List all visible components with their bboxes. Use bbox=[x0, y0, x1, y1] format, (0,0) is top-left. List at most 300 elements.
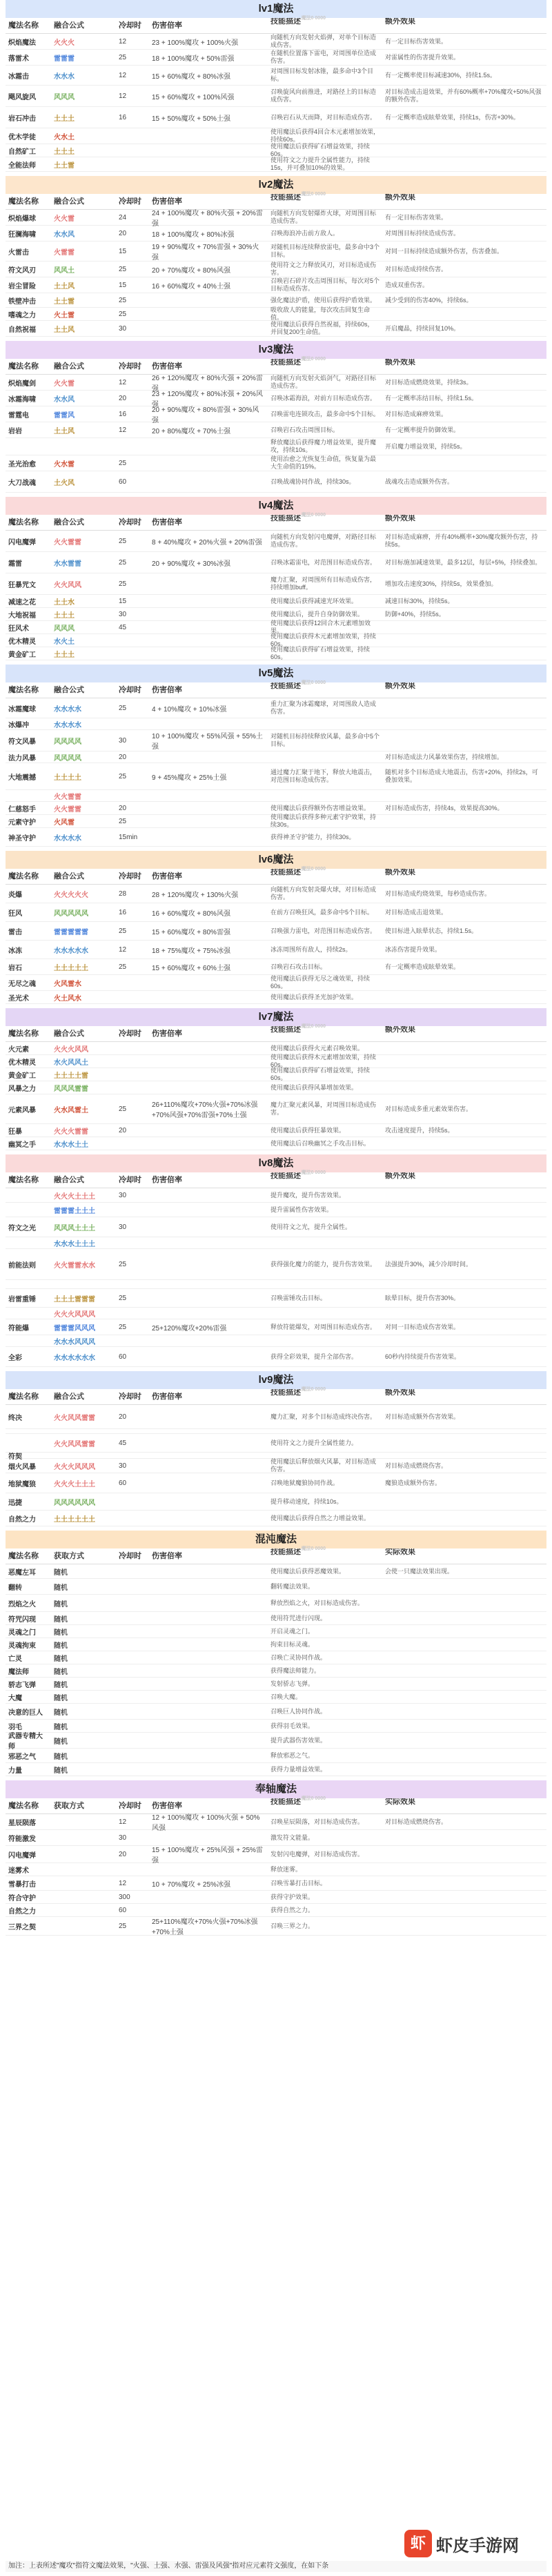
cell-formula: 火水土 bbox=[54, 133, 75, 141]
table-row bbox=[6, 991, 546, 1004]
column-header: 魔法名称 bbox=[8, 872, 39, 881]
section-title: lv8魔法 bbox=[258, 1157, 294, 1169]
cell-name: 终决 bbox=[8, 1414, 22, 1422]
table-row bbox=[6, 1068, 546, 1081]
cell-desc: 提升魔攻，提升伤害效果。 bbox=[270, 1191, 346, 1199]
cell-name: 大魔 bbox=[8, 1694, 22, 1702]
table-row bbox=[6, 455, 546, 471]
cell-name: 元素风暴 bbox=[8, 1106, 36, 1114]
cell-extra: 对目标造成击退效果，并有60%概率+70%魔攻+50%风强的额外伤害。 bbox=[385, 88, 542, 103]
table-row bbox=[6, 107, 546, 128]
cell-name: 翻转 bbox=[8, 1584, 22, 1592]
cell-dmg: 10 + 100%魔攻 + 55%风强 + 55%土强 bbox=[152, 733, 263, 751]
table-row bbox=[6, 1434, 546, 1453]
cell-name: 神圣守护 bbox=[8, 834, 36, 843]
cell-name: 岩雷重锤 bbox=[8, 1295, 36, 1304]
cell-formula: 风风土 bbox=[54, 266, 75, 275]
cell-formula: 随机 bbox=[54, 1569, 68, 1577]
table-header-row bbox=[6, 1548, 546, 1564]
section-title: lv4魔法 bbox=[258, 500, 294, 511]
cell-name: 炎爆 bbox=[8, 891, 22, 899]
cell-cd: 25 bbox=[119, 817, 127, 825]
cell-desc: 获得羽毛效果。 bbox=[270, 1722, 315, 1729]
cell-desc: 召唤地狱魔狼协同作战。 bbox=[270, 1479, 339, 1486]
table-row bbox=[6, 1473, 546, 1493]
cell-extra: 对目标造成击退效果。 bbox=[385, 908, 448, 916]
cell-extra: 减速目标30%，持续5s。 bbox=[385, 597, 454, 604]
table-header-row bbox=[6, 1798, 546, 1814]
cell-extra: 对同一目标持续造成额外伤害，伤害叠加。 bbox=[385, 247, 504, 255]
cell-name: 狂澜海啸 bbox=[8, 230, 36, 239]
cell-formula: 火火雷 bbox=[54, 215, 75, 223]
cell-name: 火元素 bbox=[8, 1045, 29, 1054]
column-header: 伤害倍率 bbox=[152, 1802, 182, 1810]
column-header: 冷却时 bbox=[119, 686, 141, 694]
cell-extra: 有一定概率冻结目标，持续1.5s。 bbox=[385, 394, 478, 402]
cell-dmg: 24 + 100%魔攻 + 80%火强 + 20%雷强 bbox=[152, 210, 263, 228]
cell-name: 前能法则 bbox=[8, 1261, 36, 1270]
column-header: 额外效果 bbox=[385, 1389, 415, 1397]
cell-formula: 水水风 bbox=[54, 230, 75, 239]
table-header-row bbox=[6, 194, 546, 210]
cell-cd: 16 bbox=[119, 908, 127, 916]
cell-formula: 水水雷雷 bbox=[54, 560, 81, 568]
cell-desc: 使用符文之力提升全属性能力，持续15s，并可叠加10%的效果。 bbox=[270, 157, 371, 171]
cell-desc: 使用魔法后获得4回合木元素增加效果，持续60s。 bbox=[270, 128, 380, 143]
cell-cd: 16 bbox=[119, 113, 127, 121]
cell-name: 大刀战魂 bbox=[8, 479, 36, 487]
cell-cd: 12 bbox=[119, 1879, 127, 1887]
cell-formula: 随机 bbox=[54, 1767, 68, 1775]
cell-cd: 30 bbox=[119, 324, 127, 333]
cell-formula: 土土土土雷 bbox=[54, 1072, 88, 1080]
cell-formula: 火火风风雷雷 bbox=[54, 1440, 95, 1448]
column-header: 伤害倍率 bbox=[152, 1552, 182, 1560]
column-header: 技能描述 bbox=[270, 359, 301, 366]
cell-desc: 向随机方向发射爆炸火球，对周围目标造成伤害。 bbox=[270, 210, 377, 224]
cell-extra: 魔狼造成额外伤害。 bbox=[385, 1479, 442, 1486]
column-header: 融合公式 bbox=[54, 872, 84, 881]
cell-cd: 15min bbox=[119, 833, 138, 841]
cell-cd: 25 bbox=[119, 1323, 127, 1331]
cell-desc: 召唤星辰陨落，对目标造成伤害。 bbox=[270, 1818, 364, 1825]
cell-desc: 对随机目标持续释放风暴，最多命中5个目标。 bbox=[270, 733, 380, 747]
cell-desc: 释放迷雾。 bbox=[270, 1865, 302, 1873]
cell-name: 魔法师 bbox=[8, 1668, 29, 1676]
cell-formula: 随机 bbox=[54, 1655, 68, 1663]
table-row bbox=[6, 1347, 546, 1367]
table-row bbox=[6, 815, 546, 828]
section-header bbox=[6, 665, 546, 685]
table-row bbox=[6, 1917, 546, 1936]
watermark-text: 魔法0 0000 bbox=[301, 1796, 326, 1801]
cell-desc: 使用魔法后获得无尽之魂效果，持续60s。 bbox=[270, 975, 371, 990]
cell-extra: 会使一只魔法效果出现。 bbox=[385, 1567, 454, 1575]
section-header bbox=[6, 497, 546, 518]
cell-name: 岩石冲击 bbox=[8, 115, 36, 123]
cell-dmg: 20 + 70%魔攻 + 80%风强 bbox=[152, 266, 230, 275]
table-row bbox=[6, 375, 546, 391]
column-header: 技能描述 bbox=[270, 515, 301, 522]
cell-name: 火雷击 bbox=[8, 248, 29, 257]
cell-name: 符文风暴 bbox=[8, 738, 36, 746]
column-header: 伤害倍率 bbox=[152, 518, 182, 527]
footnote: 加注：上表所述"魔攻"指符文魔法效果，"火强、土强、水强、雷强及风强"指对应元素符文强度，在如下条 bbox=[6, 2561, 546, 2572]
cell-extra: 对目标造成法力风暴效果伤害，持续增加。 bbox=[385, 753, 504, 760]
cell-cd: 25 bbox=[119, 53, 127, 61]
table-row bbox=[6, 1733, 546, 1749]
cell-name: 力量 bbox=[8, 1767, 22, 1775]
cell-desc: 使用魔法后获得12回合木元素增加效果。 bbox=[270, 620, 371, 634]
cell-cd: 20 bbox=[119, 229, 127, 237]
table-row bbox=[6, 1863, 546, 1876]
table-row bbox=[6, 1335, 546, 1347]
cell-name: 优木精灵 bbox=[8, 638, 36, 646]
cell-cd: 30 bbox=[119, 1462, 127, 1470]
cell-name: 符文风刃 bbox=[8, 266, 36, 275]
cell-name: 雪暴打击 bbox=[8, 1880, 36, 1889]
cell-formula: 火火火土土土 bbox=[54, 1480, 95, 1488]
cell-extra: 对目标造成额外伤害效果。 bbox=[385, 1413, 460, 1420]
cell-formula: 土土土土土 bbox=[54, 964, 88, 972]
cell-formula: 火火火雷雷 bbox=[54, 1128, 88, 1136]
cell-formula: 水水水水 bbox=[54, 721, 81, 729]
cell-formula: 水水水土土 bbox=[54, 1141, 88, 1149]
cell-name: 大地祝福 bbox=[8, 611, 36, 620]
cell-extra: 攻击速度提升，持续5s。 bbox=[385, 1126, 454, 1134]
section-header bbox=[6, 1371, 546, 1392]
cell-formula: 土土风 bbox=[54, 427, 75, 435]
cell-name: 飓风旋风 bbox=[8, 93, 36, 101]
watermark-text: 魔法0 0000 bbox=[301, 680, 326, 685]
cell-cd: 25 bbox=[119, 558, 127, 567]
column-header: 技能描述 bbox=[270, 869, 301, 876]
watermark-text: 魔法0 0000 bbox=[301, 16, 326, 21]
cell-formula: 火火风风 bbox=[54, 581, 81, 589]
cell-name: 恶魔左耳 bbox=[8, 1569, 36, 1577]
cell-cd: 30 bbox=[119, 1223, 127, 1231]
table-row bbox=[6, 1094, 546, 1124]
watermark-text: 魔法0 0000 bbox=[301, 357, 326, 362]
cell-desc: 翻转魔法效果。 bbox=[270, 1582, 315, 1590]
cell-name: 符契 bbox=[8, 1453, 22, 1461]
column-header: 额外效果 bbox=[385, 1026, 415, 1034]
cell-formula: 随机 bbox=[54, 1723, 68, 1731]
cell-desc: 召唤海浪冲击前方敌人。 bbox=[270, 229, 339, 237]
cell-name: 自然祝福 bbox=[8, 326, 36, 334]
cell-formula: 雷雷雷风风风 bbox=[54, 1324, 95, 1333]
column-header: 冷却时 bbox=[119, 872, 141, 881]
cell-cd: 30 bbox=[119, 610, 127, 618]
table-header-row bbox=[6, 1389, 546, 1405]
cell-dmg: 4 + 10%魔攻 + 10%冰强 bbox=[152, 705, 227, 714]
table-row bbox=[6, 34, 546, 50]
site-brand[interactable] bbox=[404, 2528, 542, 2559]
cell-dmg: 15 + 60%魔攻 + 80%雷强 bbox=[152, 928, 230, 936]
column-header: 魔法名称 bbox=[8, 1030, 39, 1038]
cell-extra: 对目标造成麻痹效果。 bbox=[385, 410, 448, 417]
table-row bbox=[6, 1664, 546, 1678]
table-row bbox=[6, 763, 546, 790]
table-header-row bbox=[6, 1026, 546, 1042]
table-row bbox=[6, 718, 546, 730]
cell-cd: 12 bbox=[119, 71, 127, 79]
cell-formula: 火土雷 bbox=[54, 311, 75, 319]
column-header: 冷却时 bbox=[119, 362, 141, 371]
column-header: 伤害倍率 bbox=[152, 197, 182, 206]
cell-name: 雷霆电 bbox=[8, 411, 29, 420]
cell-formula: 水水水水 bbox=[54, 834, 81, 843]
cell-desc: 释放魔法后获得魔力增益效果，提升魔攻，持续10s。 bbox=[270, 439, 377, 453]
cell-cd: 20 bbox=[119, 1126, 127, 1134]
cell-name: 黄金矿工 bbox=[8, 651, 36, 659]
table-row bbox=[6, 308, 546, 321]
column-header: 技能描述 bbox=[270, 194, 301, 201]
cell-formula: 水水水水水水 bbox=[54, 1354, 95, 1362]
cell-dmg: 15 + 60%魔攻 + 100%风强 bbox=[152, 93, 235, 101]
cell-formula: 土土土 bbox=[54, 611, 75, 620]
table-row bbox=[6, 1904, 546, 1917]
cell-extra: 战魂攻击造成额外伤害。 bbox=[385, 478, 454, 485]
table-row bbox=[6, 1763, 546, 1776]
cell-dmg: 8 + 40%魔攻 + 20%火强 + 20%雷强 bbox=[152, 538, 262, 547]
cell-name: 冰霜魔球 bbox=[8, 705, 36, 714]
cell-name: 嗜魂之力 bbox=[8, 311, 36, 319]
table-row bbox=[6, 1493, 546, 1511]
cell-desc: 召唤亡灵协同作战。 bbox=[270, 1653, 327, 1661]
cell-name: 落雷术 bbox=[8, 55, 29, 63]
cell-desc: 对随机目标连续释放雷电，最多命中3个目标。 bbox=[270, 244, 380, 258]
cell-formula: 随机 bbox=[54, 1681, 68, 1689]
cell-desc: 发射骄志飞弹。 bbox=[270, 1680, 315, 1687]
cell-name: 冰爆冲 bbox=[8, 721, 29, 729]
table-row bbox=[6, 210, 546, 226]
magic-section bbox=[6, 1008, 546, 1150]
cell-formula: 火火火风风风 bbox=[54, 1463, 95, 1471]
cell-desc: 向随机方向发射火焰弹，对单个目标造成伤害。 bbox=[270, 34, 377, 48]
column-header: 魔法名称 bbox=[8, 518, 39, 527]
cell-dmg: 10 + 70%魔攻 + 25%冰强 bbox=[152, 1880, 230, 1889]
cell-extra: 开启魔晶，持续回复10%。 bbox=[385, 324, 460, 332]
table-row bbox=[6, 1280, 546, 1289]
table-row bbox=[6, 922, 546, 941]
table-row bbox=[6, 1308, 546, 1319]
watermark-text: 魔法0 0000 bbox=[301, 513, 326, 518]
cell-extra: 有一定概率造成眩晕效果。 bbox=[385, 963, 460, 970]
cell-name: 大地震撼 bbox=[8, 774, 36, 782]
table-row bbox=[6, 941, 546, 959]
cell-cd: 45 bbox=[119, 1439, 127, 1447]
cell-name: 铁壁冲击 bbox=[8, 297, 36, 306]
section-header bbox=[6, 176, 546, 197]
cell-name: 星辰陨落 bbox=[8, 1819, 36, 1827]
cell-name: 骄志飞弹 bbox=[8, 1681, 36, 1689]
cell-dmg: 25+120%魔攻+20%雷强 bbox=[152, 1324, 227, 1333]
table-row bbox=[6, 438, 546, 455]
column-header: 冷却时 bbox=[119, 1030, 141, 1038]
table-row bbox=[6, 975, 546, 991]
cell-name: 符能激发 bbox=[8, 1835, 36, 1843]
cell-desc: 使用魔法后获得恶魔效果。 bbox=[270, 1567, 346, 1575]
cell-formula: 风风风风 bbox=[54, 738, 81, 746]
cell-formula: 土土土 bbox=[54, 651, 75, 659]
column-header: 冷却时 bbox=[119, 1176, 141, 1184]
watermark-text: 魔法0 0000 bbox=[301, 1387, 326, 1392]
section-title: lv2魔法 bbox=[258, 179, 294, 190]
column-header: 融合公式 bbox=[54, 1393, 84, 1401]
cell-extra: 对目标造成持续伤害。 bbox=[385, 265, 448, 273]
cell-formula: 火水雷 bbox=[54, 460, 75, 469]
cell-dmg: 18 + 100%魔攻 + 80%冰强 bbox=[152, 230, 235, 239]
cell-cd: 30 bbox=[119, 1833, 127, 1842]
cell-name: 灵魂拘束 bbox=[8, 1642, 36, 1650]
column-header: 伤害倍率 bbox=[152, 872, 182, 881]
cell-cd: 15 bbox=[119, 247, 127, 255]
column-header: 伤害倍率 bbox=[152, 1176, 182, 1184]
cell-formula: 风风风风 bbox=[54, 754, 81, 763]
cell-extra: 有一定目标伤害效果。 bbox=[385, 37, 448, 45]
cell-formula: 土土雷 bbox=[54, 297, 75, 306]
cell-cd: 25 bbox=[119, 704, 127, 712]
column-header: 获取方式 bbox=[54, 1802, 84, 1810]
cell-cd: 25 bbox=[119, 537, 127, 545]
table-row bbox=[6, 903, 546, 922]
cell-desc: 获得强化魔力的能力，提升伤害效果。 bbox=[270, 1260, 377, 1268]
column-header: 融合公式 bbox=[54, 21, 84, 30]
cell-desc: 获得魔法师能力。 bbox=[270, 1666, 321, 1674]
cell-name: 黄金矿工 bbox=[8, 1072, 36, 1080]
cell-name: 法力风暴 bbox=[8, 754, 36, 763]
cell-desc: 召唤岩石从天而降，对目标造成伤害。 bbox=[270, 113, 377, 121]
table-row bbox=[6, 262, 546, 277]
cell-desc: 使用魔法后获得矿石增益效果，持续60s。 bbox=[270, 646, 371, 660]
column-header: 魔法名称 bbox=[8, 1176, 39, 1184]
magic-section bbox=[6, 1780, 546, 1936]
column-header: 额外效果 bbox=[385, 18, 415, 26]
cell-name: 岩尘冒险 bbox=[8, 282, 36, 291]
table-row bbox=[6, 1720, 546, 1733]
cell-extra: 眩晕目标，提升伤害30%。 bbox=[385, 1294, 460, 1301]
cell-desc: 提升武器伤害效果。 bbox=[270, 1736, 327, 1744]
cell-formula: 雷雷雷土土土 bbox=[54, 1207, 95, 1215]
cell-dmg: 28 + 120%魔攻 + 130%火强 bbox=[152, 891, 239, 899]
column-header: 魔法名称 bbox=[8, 686, 39, 694]
cell-cd: 12 bbox=[119, 945, 127, 954]
table-row bbox=[6, 1319, 546, 1335]
table-row bbox=[6, 1638, 546, 1651]
cell-formula: 风风风 bbox=[54, 625, 75, 633]
cell-desc: 重力汇聚为冰霜魔球，对周围敌人造成伤害。 bbox=[270, 700, 377, 715]
section-header bbox=[6, 1780, 546, 1801]
cell-name: 狂暴 bbox=[8, 1128, 22, 1136]
cell-cd: 25 bbox=[119, 927, 127, 935]
cell-extra: 减少受到的伤害40%，持续6s。 bbox=[385, 296, 473, 304]
cell-formula: 火火火土土土 bbox=[54, 1192, 95, 1201]
cell-formula: 水水水 bbox=[54, 72, 75, 81]
cell-formula: 随机 bbox=[54, 1694, 68, 1702]
cell-desc: 向随机方向发射闪电魔弹，对路径目标造成伤害。 bbox=[270, 533, 377, 548]
cell-formula: 土土土 bbox=[54, 115, 75, 123]
cell-extra: 对目标造成灼烧效果，每秒造成伤害。 bbox=[385, 889, 491, 897]
cell-dmg: 15 + 50%魔攻 + 50%土强 bbox=[152, 115, 230, 123]
table-row bbox=[6, 1876, 546, 1891]
cell-cd: 25 bbox=[119, 459, 127, 467]
cell-extra: 对目标造成麻痹，并有40%概率+30%魔攻额外伤害，持续5s。 bbox=[385, 533, 538, 548]
magic-section bbox=[6, 0, 546, 172]
cell-desc: 使用治愈之光恢复生命值，恢复量为最大生命值的15%。 bbox=[270, 455, 377, 470]
cell-cd: 60 bbox=[119, 1353, 127, 1361]
column-header: 技能描述 bbox=[270, 1172, 301, 1180]
cell-desc: 使用符咒进行闪现。 bbox=[270, 1614, 327, 1622]
cell-name: 自然矿工 bbox=[8, 148, 36, 156]
table-row bbox=[6, 144, 546, 157]
cell-extra: 随机对多个目标造成大地震击，伤害+20%，持续2s，可叠加效果。 bbox=[385, 769, 538, 783]
cell-cd: 12 bbox=[119, 426, 127, 434]
table-row bbox=[6, 422, 546, 438]
table-header-row bbox=[6, 1172, 546, 1188]
cell-extra: 对目标造成伤害，持续4s，效果提高30%。 bbox=[385, 804, 504, 812]
cell-desc: 向随机方向发射炎爆火球，对目标造成伤害。 bbox=[270, 886, 377, 901]
column-header: 额外效果 bbox=[385, 1172, 415, 1180]
cell-formula: 随机 bbox=[54, 1709, 68, 1717]
cell-cd: 25 bbox=[119, 1105, 127, 1113]
cell-dmg: 20 + 90%魔攻 + 30%冰强 bbox=[152, 560, 230, 568]
cell-dmg: 26 + 120%魔攻 + 80%火强 + 20%雷强 bbox=[152, 375, 263, 393]
cell-desc: 在前方召唤狂风，最多命中5个目标。 bbox=[270, 908, 374, 916]
shrimp-logo-icon: 虾 bbox=[404, 2530, 432, 2557]
cell-name: 圣光治愈 bbox=[8, 460, 36, 469]
table-row bbox=[6, 730, 546, 751]
cell-extra: 增加攻击速度30%，持续5s，效果叠加。 bbox=[385, 580, 497, 587]
table-row bbox=[6, 1429, 546, 1434]
cell-desc: 获得自然之力。 bbox=[270, 1906, 315, 1914]
cell-formula: 火火火火火 bbox=[54, 891, 88, 899]
cell-name: 武器专精大师 bbox=[8, 1733, 43, 1751]
cell-extra: 对目标造成燃烧效果，持续3s。 bbox=[385, 378, 473, 386]
cell-name: 迷雾术 bbox=[8, 1867, 29, 1875]
cell-name: 烟火风暴 bbox=[8, 1463, 36, 1471]
table-row bbox=[6, 321, 546, 337]
column-header: 融合公式 bbox=[54, 686, 84, 694]
section-header bbox=[6, 1008, 546, 1029]
table-row bbox=[6, 1249, 546, 1280]
cell-formula: 随机 bbox=[54, 1600, 68, 1609]
cell-formula: 水水水土土土 bbox=[54, 1240, 95, 1248]
cell-name: 闪电魔弹 bbox=[8, 1851, 36, 1860]
cell-dmg: 23 + 100%魔攻 + 100%火强 bbox=[152, 39, 239, 47]
table-row bbox=[6, 157, 546, 172]
cell-formula: 火火雷雷 bbox=[54, 805, 81, 814]
table-row bbox=[6, 1891, 546, 1904]
column-header: 伤害倍率 bbox=[152, 686, 182, 694]
cell-desc: 使用符文之光，提升全属性。 bbox=[270, 1223, 352, 1230]
cell-formula: 水水水水 bbox=[54, 705, 81, 714]
cell-desc: 魔力汇聚，对周围所有目标造成伤害，持续增加buff。 bbox=[270, 576, 377, 591]
column-header: 冷却时 bbox=[119, 518, 141, 527]
cell-dmg: 15 + 100%魔攻 + 25%风强 + 25%雷强 bbox=[152, 1847, 263, 1865]
cell-cd: 60 bbox=[119, 478, 127, 486]
cell-dmg: 18 + 100%魔攻 + 50%雷强 bbox=[152, 55, 235, 63]
cell-extra: 防御+40%，持续5s。 bbox=[385, 610, 445, 618]
column-header: 冷却时 bbox=[119, 1552, 141, 1560]
cell-desc: 通过魔力汇聚于地下，释放大地震击，对范围目标造成伤害。 bbox=[270, 769, 377, 783]
cell-extra: 有一定概率造成眩晕效果，持续1s，伤害+30%。 bbox=[385, 113, 520, 121]
table-row bbox=[6, 1081, 546, 1094]
cell-cd: 20 bbox=[119, 1413, 127, 1421]
table-header-row bbox=[6, 515, 546, 531]
section-title: lv3魔法 bbox=[258, 344, 294, 355]
cell-extra: 60秒内持续提升伤害效果。 bbox=[385, 1353, 461, 1360]
